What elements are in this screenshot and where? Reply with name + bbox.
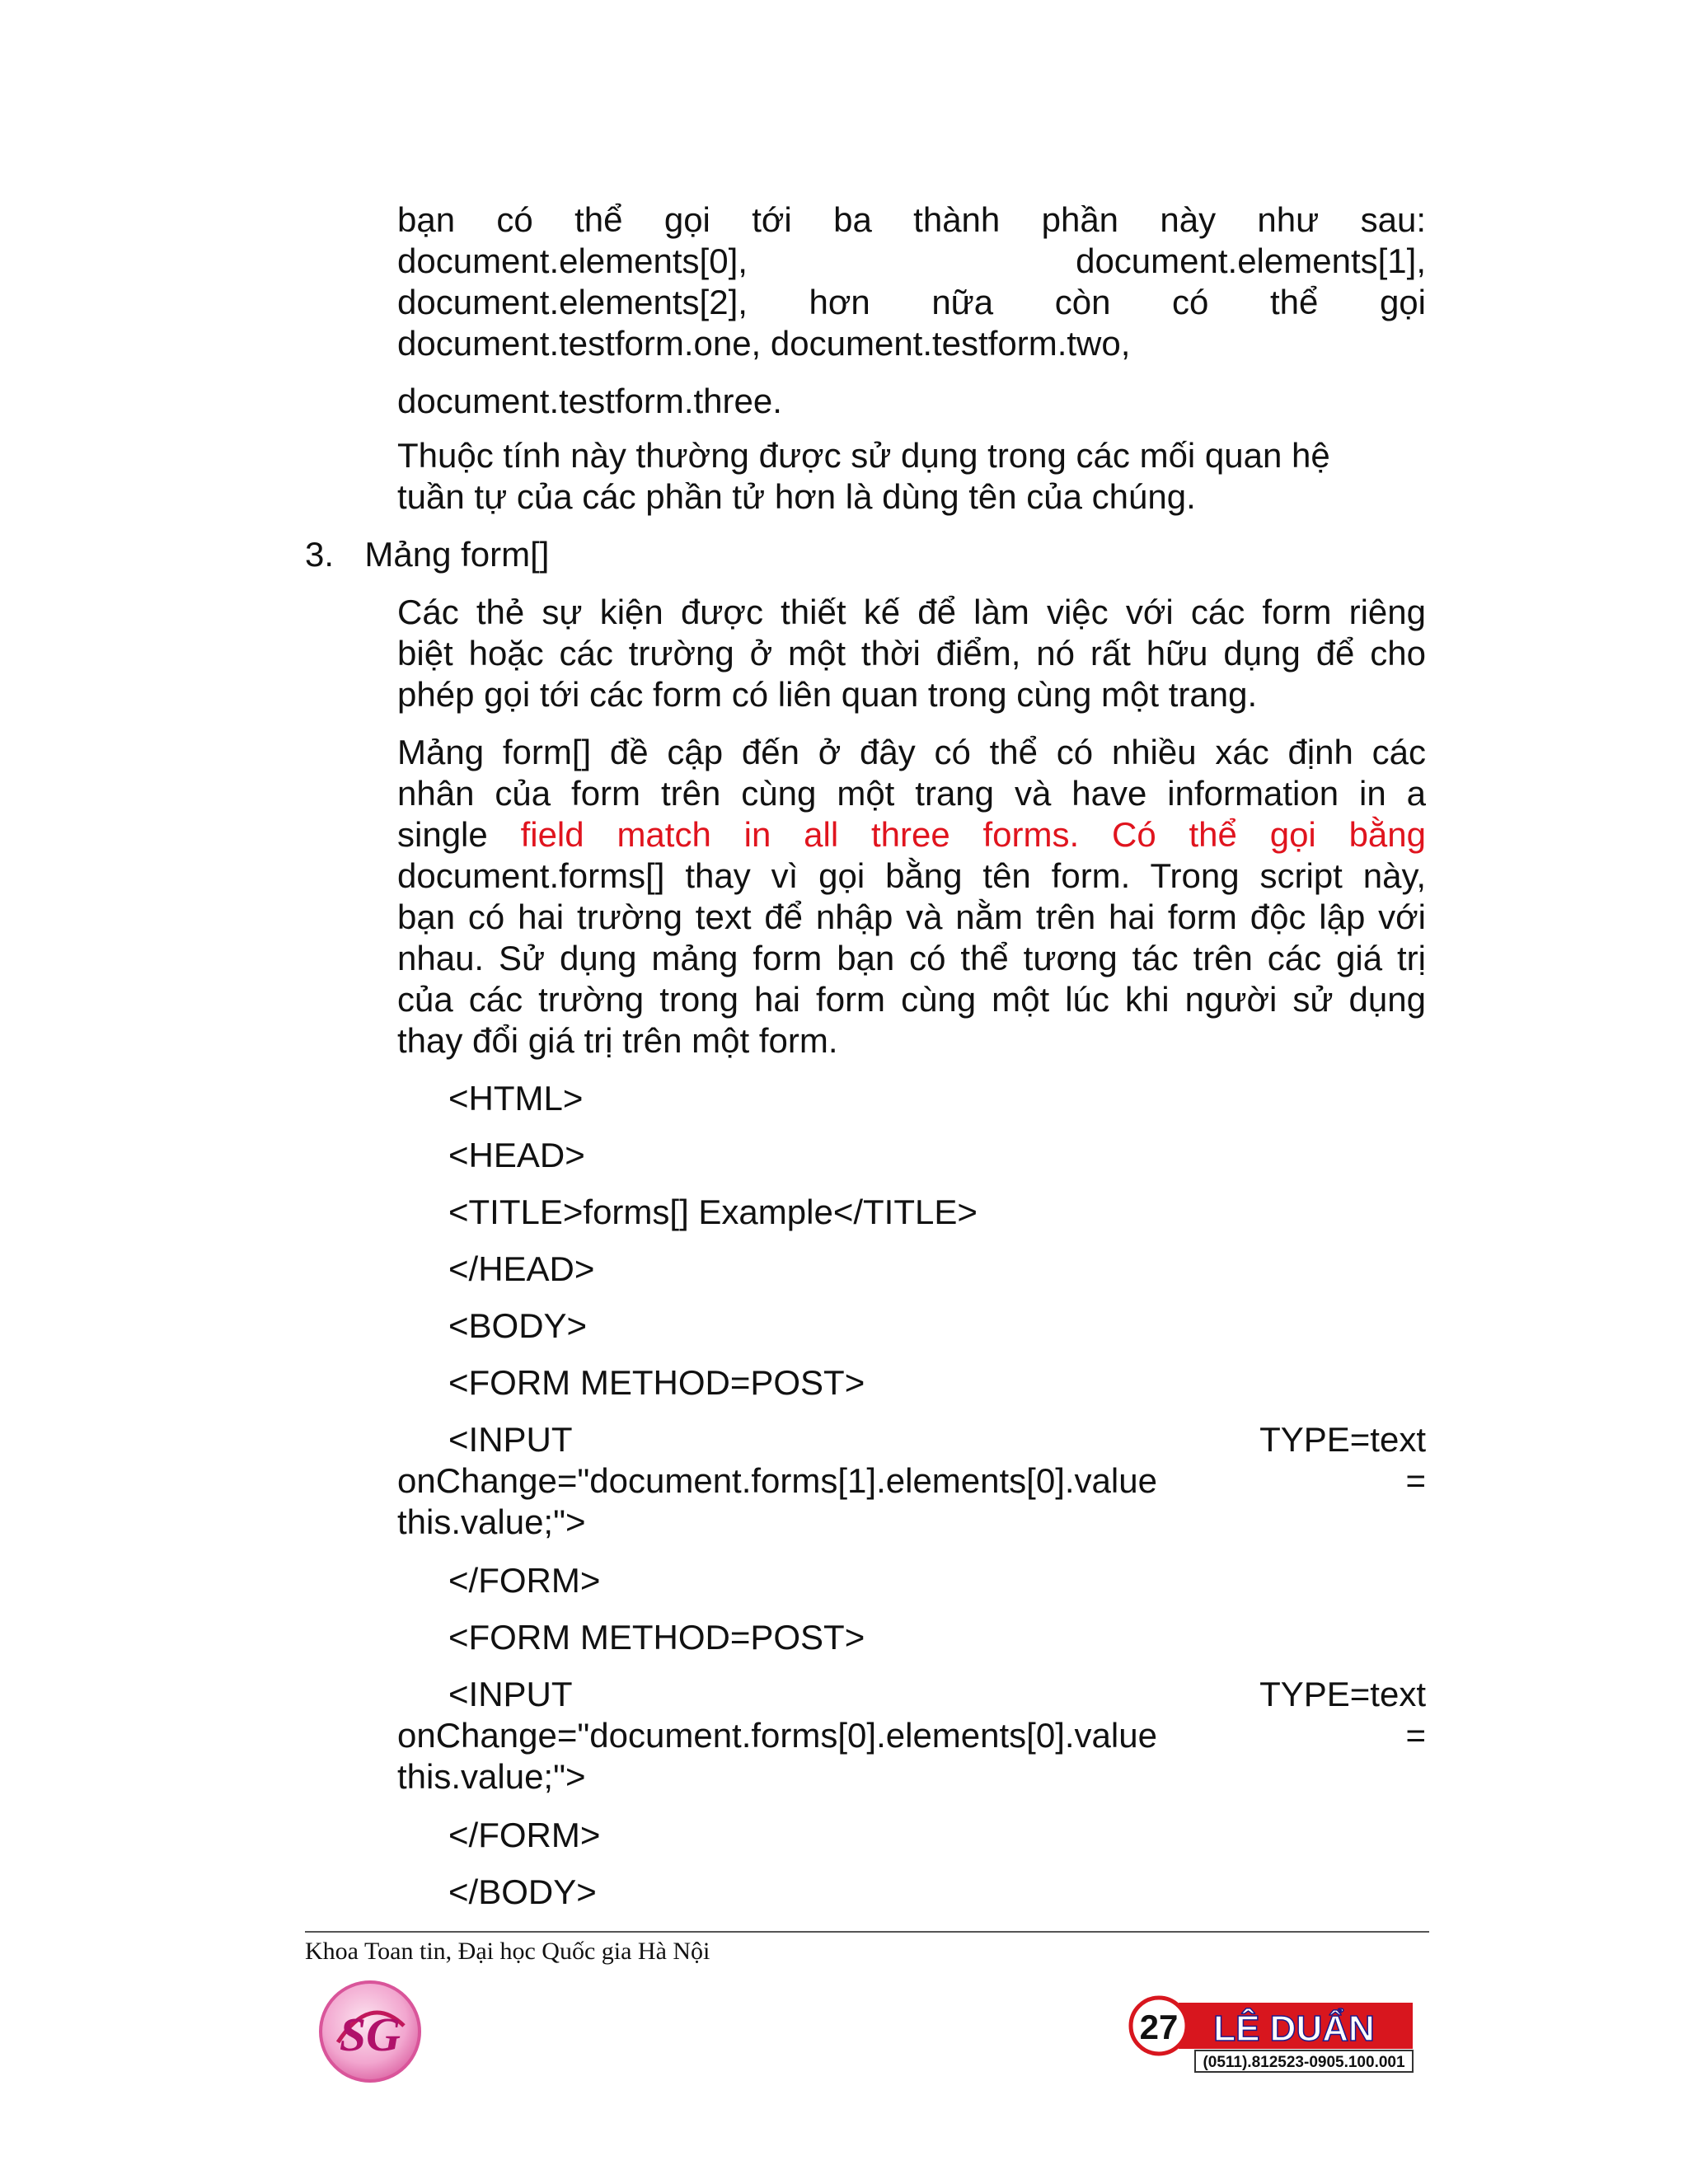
text-line: document.testform.three. — [397, 382, 782, 420]
code-line: </FORM> — [448, 1816, 601, 1854]
footer-institution: Khoa Toan tin, Đại học Quốc gia Hà Nội — [305, 1938, 710, 1965]
text-line: document.testform.one, document.testform.two, — [397, 324, 1131, 363]
paragraph-sequential-property — [397, 435, 1426, 518]
code-input-2 — [397, 1674, 1426, 1797]
code-line: </HEAD> — [448, 1249, 595, 1288]
code-line: this.value;"> — [397, 1757, 586, 1796]
code-line: this.value;"> — [397, 1502, 586, 1541]
text-line: Các thẻ sự kiện được thiết kế để làm việc với các form riêng — [397, 593, 1426, 631]
text-line: tuần tự của các phần tử hơn là dùng tên của chúng. — [397, 477, 1196, 516]
code-line: <HEAD> — [448, 1136, 585, 1174]
code-line: <FORM METHOD=POST> — [448, 1618, 865, 1657]
highlighted-text: field match in all three forms. Có thể gọi bằng — [520, 815, 1427, 854]
code-line: </FORM> — [448, 1561, 601, 1600]
code-line: </BODY> — [448, 1872, 597, 1911]
code-line: <BODY> — [448, 1306, 588, 1345]
text-line: bạn có hai trường text để nhập và nằm trên hai form độc lập với — [397, 898, 1426, 936]
le-duan-logo-icon — [1126, 1991, 1416, 2077]
section-title: Mảng form[] — [364, 535, 550, 574]
code-line: <INPUT TYPE=text — [448, 1675, 1426, 1713]
footer-divider — [305, 1931, 1429, 1933]
code-line: onChange="document.forms[1].elements[0].value = — [397, 1461, 1426, 1500]
section-heading — [305, 534, 549, 575]
code-line: <HTML> — [448, 1079, 584, 1118]
text-line: nhau. Sử dụng mảng form bạn có thể tương tác trên các giá trị — [397, 939, 1426, 977]
text-line: biệt hoặc các trường ở một thời điểm, nó rất hữu dụng để cho — [397, 634, 1426, 673]
text-line: bạn có thể gọi tới ba thành phần này như sau: — [397, 200, 1426, 239]
svg-text:(0511).812523-0905.100.001: (0511).812523-0905.100.001 — [1203, 2054, 1405, 2071]
text-segment: single — [397, 815, 488, 854]
code-input-1 — [397, 1419, 1426, 1543]
paragraph-elements-access — [397, 199, 1426, 364]
text-line: document.elements[2], hơn nữa còn có thể gọi — [397, 283, 1426, 321]
paragraph-forms-array — [397, 732, 1426, 1062]
section-number: 3. — [305, 535, 335, 574]
sg-logo-icon — [315, 1976, 425, 2087]
text-line: nhân của form trên cùng một trang và have information in a — [397, 774, 1426, 813]
text-line: document.elements[0], document.elements[1], — [397, 241, 1426, 280]
text-line-mixed — [397, 814, 1426, 855]
paragraph-elements-continued — [397, 381, 1426, 422]
svg-text:LÊ DUẨN: LÊ DUẨN — [1213, 2008, 1375, 2049]
text-line: Mảng form[] đề cập đến ở đây có thể có nhiều xác định các — [397, 733, 1426, 771]
text-line: thay đổi giá trị trên một form. — [397, 1021, 838, 1060]
code-line: <TITLE>forms[] Example</TITLE> — [448, 1193, 978, 1231]
text-line: của các trường trong hai form cùng một lúc khi người sử dụng — [397, 980, 1426, 1019]
code-line: <FORM METHOD=POST> — [448, 1363, 865, 1402]
svg-text:27: 27 — [1139, 2008, 1179, 2046]
paragraph-event-handlers — [397, 592, 1426, 715]
text-line: phép gọi tới các form có liên quan trong cùng một trang. — [397, 675, 1258, 714]
text-line: document.forms[] thay vì gọi bằng tên form. Trong script này, — [397, 856, 1426, 895]
svg-text:SG: SG — [339, 2008, 401, 2061]
text-line: Thuộc tính này thường được sử dụng trong các mối quan hệ — [397, 436, 1330, 475]
code-line: <INPUT TYPE=text — [448, 1420, 1426, 1459]
code-line: onChange="document.forms[0].elements[0].value = — [397, 1716, 1426, 1755]
